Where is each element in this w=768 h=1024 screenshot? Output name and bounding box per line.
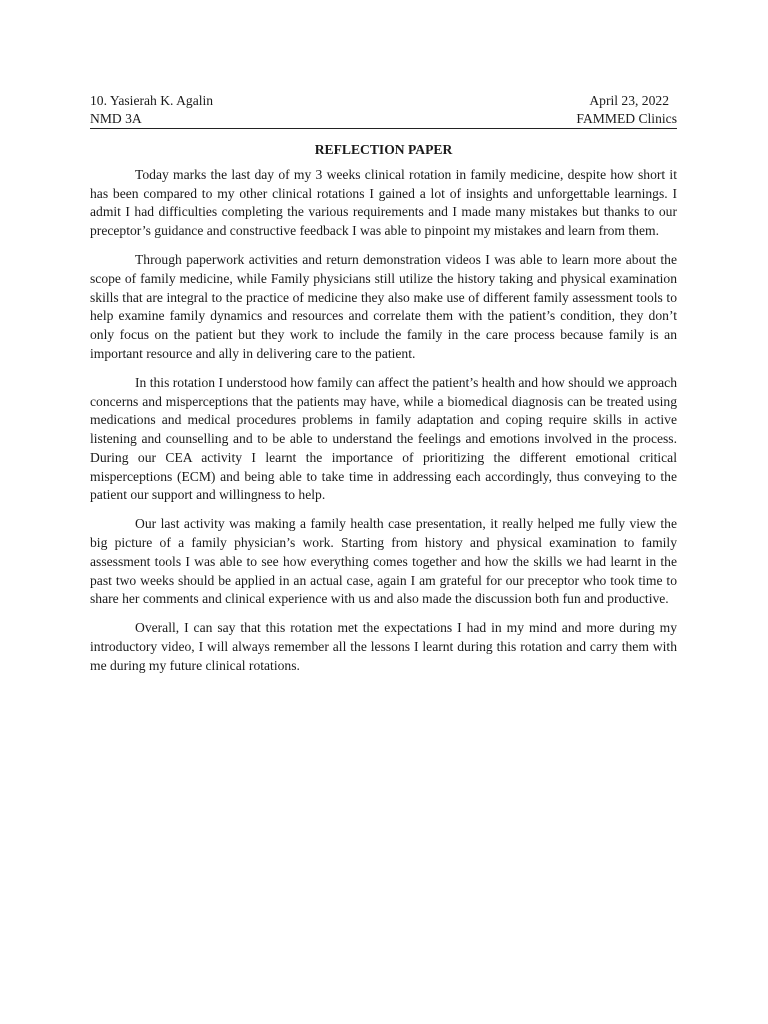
header-row-1 [90,92,677,110]
clinic-label: FAMMED Clinics [576,110,677,126]
document-header [90,92,677,129]
document-date: April 23, 2022 [589,93,669,108]
paragraph: In this rotation I understood how family can affect the patient’s health and how should we approach concerns and misperceptions that the patients may have, while a biomedical diagnosis can be treated using medications and medical procedures problems in family adaptation and coping require skills in active listening and counselling and to be able to understand the feelings and emotions involved in the process. During our CEA activity I learnt the importance of prioritizing the different emotional critical misperceptions (ECM) and being able to take time in addressing each accordingly, thus conveying to the patient our support and willingness to help. [90,375,677,503]
document-body [90,166,677,676]
document-title: REFLECTION PAPER [314,142,453,157]
section-label: NMD 3A [90,110,142,126]
paragraph: Our last activity was making a family health case presentation, it really helped me fully view the big picture of a family physician’s work. Starting from history and physical examination to family assessment tools I was able to see how everything comes together and how the skills we had learnt in the past two weeks should be applied in an actual case, again I am grateful for our preceptor who took time to share her comments and clinical experience with us and also made the discussion both fun and productive. [90,516,677,607]
paragraph: Today marks the last day of my 3 weeks clinical rotation in family medicine, despite how short it has been compared to my other clinical rotations I gained a lot of insights and unforgettable learnings. I admit I had difficulties completing the various requirements and I made many mistakes but thanks to our preceptor’s guidance and constructive feedback I was able to pinpoint my mistakes and learn from them. [90,167,677,239]
header-row-2 [90,110,677,128]
document-page [90,92,677,686]
paragraph: Overall, I can say that this rotation met the expectations I had in my mind and more during my introductory video, I will always remember all the lessons I learnt during this rotation and carry them with me during my future clinical rotations. [90,620,677,673]
paragraph: Through paperwork activities and return demonstration videos I was able to learn more about the scope of family medicine, while Family physicians still utilize the history taking and physical examination skills that are integral to the practice of medicine they also make use of different family assessment tools to help examine family dynamics and resources and correlate them with the patient’s condition, they don’t only focus on the patient but they work to include the family in the care process because family is an important resource and ally in delivering care to the patient. [90,252,677,361]
author-name: 10. Yasierah K. Agalin [90,93,214,108]
